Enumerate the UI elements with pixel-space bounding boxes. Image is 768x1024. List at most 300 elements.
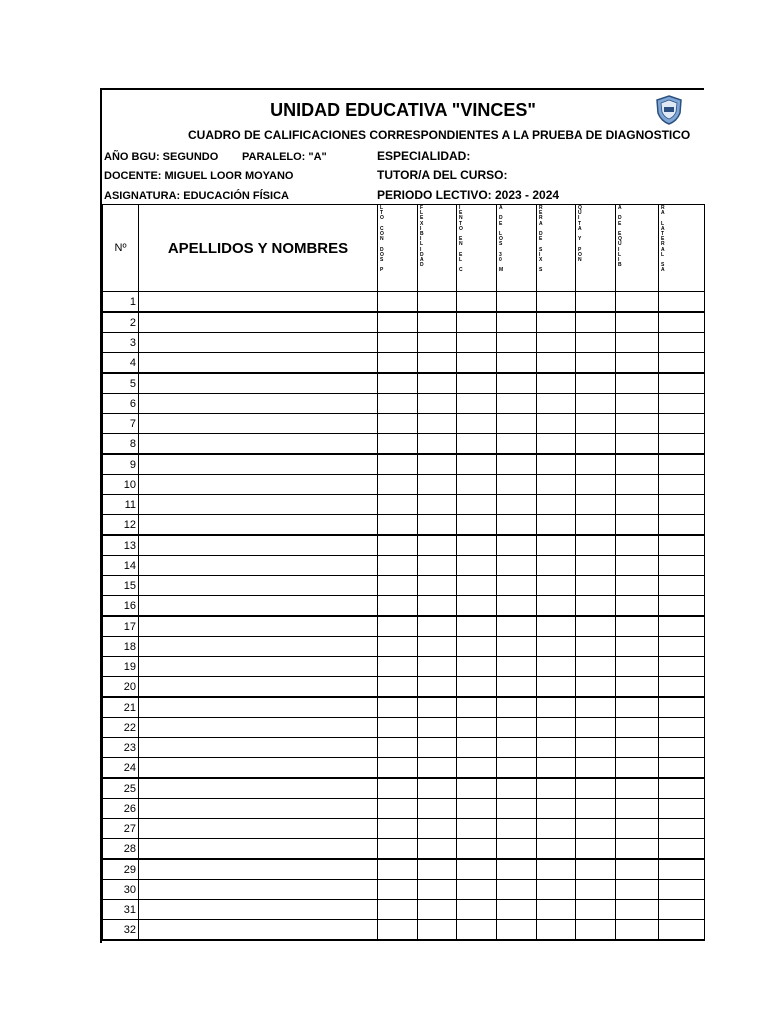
grade-cell[interactable] bbox=[616, 515, 659, 536]
grade-cell[interactable] bbox=[576, 778, 616, 799]
grade-cell[interactable] bbox=[659, 312, 705, 333]
grade-cell[interactable] bbox=[378, 637, 418, 657]
grade-cell[interactable] bbox=[418, 799, 457, 819]
grade-cell[interactable] bbox=[497, 353, 537, 374]
grade-cell[interactable] bbox=[576, 515, 616, 536]
grade-cell[interactable] bbox=[659, 596, 705, 617]
grade-cell[interactable] bbox=[537, 515, 576, 536]
grade-cell[interactable] bbox=[497, 495, 537, 515]
test-column-label bbox=[576, 205, 615, 291]
grade-cell[interactable] bbox=[497, 596, 537, 617]
grade-cell[interactable] bbox=[497, 312, 537, 333]
grade-cell[interactable] bbox=[378, 657, 418, 677]
grade-cell[interactable] bbox=[418, 292, 457, 313]
student-name-cell[interactable] bbox=[139, 616, 378, 637]
grade-cell[interactable] bbox=[457, 394, 497, 414]
student-name-cell[interactable] bbox=[139, 434, 378, 455]
student-name-cell[interactable] bbox=[139, 596, 378, 617]
grade-cell[interactable] bbox=[576, 333, 616, 353]
student-name-cell[interactable] bbox=[139, 920, 378, 941]
grade-cell[interactable] bbox=[497, 900, 537, 920]
student-name-cell[interactable] bbox=[139, 839, 378, 860]
grade-cell[interactable] bbox=[418, 677, 457, 698]
grade-cell[interactable] bbox=[537, 495, 576, 515]
grade-cell[interactable] bbox=[659, 677, 705, 698]
grade-cell[interactable] bbox=[616, 738, 659, 758]
grade-cell[interactable] bbox=[537, 292, 576, 313]
grade-cell[interactable] bbox=[418, 394, 457, 414]
grade-cell[interactable] bbox=[659, 697, 705, 718]
grade-cell[interactable] bbox=[497, 920, 537, 941]
grade-cell[interactable] bbox=[457, 657, 497, 677]
grade-cell[interactable] bbox=[497, 434, 537, 455]
grade-cell[interactable] bbox=[659, 839, 705, 860]
grade-cell[interactable] bbox=[537, 414, 576, 434]
grade-cell[interactable] bbox=[576, 394, 616, 414]
grade-cell[interactable] bbox=[616, 859, 659, 880]
grade-cell[interactable] bbox=[378, 697, 418, 718]
grade-cell[interactable] bbox=[378, 333, 418, 353]
grade-cell[interactable] bbox=[537, 616, 576, 637]
grade-cell[interactable] bbox=[457, 920, 497, 941]
grade-cell[interactable] bbox=[659, 920, 705, 941]
grade-cell[interactable] bbox=[457, 353, 497, 374]
grade-cell[interactable] bbox=[576, 414, 616, 434]
grade-cell[interactable] bbox=[659, 556, 705, 576]
grade-cell[interactable] bbox=[616, 434, 659, 455]
grade-cell[interactable] bbox=[616, 475, 659, 495]
grade-cell[interactable] bbox=[378, 535, 418, 556]
student-name-cell[interactable] bbox=[139, 778, 378, 799]
grade-cell[interactable] bbox=[497, 677, 537, 698]
grade-cell[interactable] bbox=[457, 677, 497, 698]
grade-cell[interactable] bbox=[616, 637, 659, 657]
test-column-letter: O bbox=[499, 236, 503, 243]
grade-cell[interactable] bbox=[378, 616, 418, 637]
test-column-letter: L bbox=[459, 257, 463, 264]
grade-cell[interactable] bbox=[378, 454, 418, 475]
grade-cell[interactable] bbox=[576, 535, 616, 556]
grade-cell[interactable] bbox=[457, 637, 497, 657]
grade-cell[interactable] bbox=[616, 697, 659, 718]
grade-cell[interactable] bbox=[457, 819, 497, 839]
grade-cell[interactable] bbox=[576, 312, 616, 333]
grade-cell[interactable] bbox=[537, 312, 576, 333]
grade-cell[interactable] bbox=[576, 900, 616, 920]
grade-cell[interactable] bbox=[616, 312, 659, 333]
grade-cell[interactable] bbox=[378, 394, 418, 414]
grade-cell[interactable] bbox=[616, 839, 659, 860]
grade-cell[interactable] bbox=[378, 778, 418, 799]
student-name-cell[interactable] bbox=[139, 677, 378, 698]
grade-cell[interactable] bbox=[457, 333, 497, 353]
grade-cell[interactable] bbox=[378, 677, 418, 698]
grade-cell[interactable] bbox=[659, 900, 705, 920]
grade-cell[interactable] bbox=[497, 697, 537, 718]
grade-cell[interactable] bbox=[418, 556, 457, 576]
grade-cell[interactable] bbox=[418, 859, 457, 880]
student-name-cell[interactable] bbox=[139, 799, 378, 819]
grade-cell[interactable] bbox=[616, 657, 659, 677]
grade-cell[interactable] bbox=[457, 414, 497, 434]
grade-cell[interactable] bbox=[537, 434, 576, 455]
grade-cell[interactable] bbox=[378, 880, 418, 900]
grade-cell[interactable] bbox=[457, 535, 497, 556]
grade-cell[interactable] bbox=[616, 576, 659, 596]
grade-cell[interactable] bbox=[418, 312, 457, 333]
grade-cell[interactable] bbox=[659, 353, 705, 374]
grade-cell[interactable] bbox=[497, 535, 537, 556]
student-name-cell[interactable] bbox=[139, 394, 378, 414]
test-column-letter: L bbox=[420, 241, 424, 248]
grade-cell[interactable] bbox=[659, 495, 705, 515]
grade-cell[interactable] bbox=[378, 576, 418, 596]
grade-cell[interactable] bbox=[497, 616, 537, 637]
grade-cell[interactable] bbox=[659, 454, 705, 475]
grade-cell[interactable] bbox=[576, 859, 616, 880]
grade-cell[interactable] bbox=[537, 697, 576, 718]
grade-cell[interactable] bbox=[576, 454, 616, 475]
student-name-cell[interactable] bbox=[139, 515, 378, 536]
grade-cell[interactable] bbox=[457, 576, 497, 596]
grade-cell[interactable] bbox=[659, 718, 705, 738]
grade-cell[interactable] bbox=[659, 515, 705, 536]
grade-cell[interactable] bbox=[616, 535, 659, 556]
grade-cell[interactable] bbox=[497, 373, 537, 394]
grade-cell[interactable] bbox=[378, 859, 418, 880]
grade-cell[interactable] bbox=[537, 799, 576, 819]
grade-cell[interactable] bbox=[576, 799, 616, 819]
grade-cell[interactable] bbox=[616, 758, 659, 779]
grade-cell[interactable] bbox=[378, 920, 418, 941]
grade-cell[interactable] bbox=[537, 394, 576, 414]
grade-cell[interactable] bbox=[418, 920, 457, 941]
grade-cell[interactable] bbox=[576, 556, 616, 576]
grade-cell[interactable] bbox=[659, 799, 705, 819]
grade-cell[interactable] bbox=[418, 718, 457, 738]
grade-cell[interactable] bbox=[378, 475, 418, 495]
student-name-cell[interactable] bbox=[139, 333, 378, 353]
grade-cell[interactable] bbox=[418, 373, 457, 394]
grade-cell[interactable] bbox=[457, 495, 497, 515]
student-name-cell[interactable] bbox=[139, 535, 378, 556]
grade-cell[interactable] bbox=[418, 333, 457, 353]
grade-cell[interactable] bbox=[537, 373, 576, 394]
grade-cell[interactable] bbox=[616, 900, 659, 920]
grade-cell[interactable] bbox=[659, 333, 705, 353]
grade-cell[interactable] bbox=[457, 697, 497, 718]
grade-cell[interactable] bbox=[378, 596, 418, 617]
grade-cell[interactable] bbox=[659, 819, 705, 839]
grade-cell[interactable] bbox=[418, 819, 457, 839]
grade-cell[interactable] bbox=[457, 758, 497, 779]
grade-cell[interactable] bbox=[457, 556, 497, 576]
grade-cell[interactable] bbox=[616, 454, 659, 475]
student-name-cell[interactable] bbox=[139, 718, 378, 738]
grade-cell[interactable] bbox=[659, 859, 705, 880]
grade-cell[interactable] bbox=[576, 596, 616, 617]
grade-cell[interactable] bbox=[659, 292, 705, 313]
grade-cell[interactable] bbox=[378, 758, 418, 779]
grade-cell[interactable] bbox=[418, 353, 457, 374]
grade-cell[interactable] bbox=[537, 900, 576, 920]
grade-cell[interactable] bbox=[378, 292, 418, 313]
grade-cell[interactable] bbox=[497, 292, 537, 313]
grade-cell[interactable] bbox=[616, 677, 659, 698]
grade-cell[interactable] bbox=[576, 839, 616, 860]
grade-cell[interactable] bbox=[659, 394, 705, 414]
grade-cell[interactable] bbox=[576, 576, 616, 596]
grade-cell[interactable] bbox=[576, 373, 616, 394]
grade-cell[interactable] bbox=[457, 515, 497, 536]
grade-cell[interactable] bbox=[616, 414, 659, 434]
student-name-cell[interactable] bbox=[139, 819, 378, 839]
grade-cell[interactable] bbox=[537, 535, 576, 556]
grade-cell[interactable] bbox=[537, 920, 576, 941]
grade-cell[interactable] bbox=[497, 515, 537, 536]
test-column-letter: E bbox=[459, 210, 463, 217]
grade-cell[interactable] bbox=[457, 799, 497, 819]
grade-cell[interactable] bbox=[537, 718, 576, 738]
grade-cell[interactable] bbox=[659, 880, 705, 900]
student-name-cell[interactable] bbox=[139, 859, 378, 880]
grade-cell[interactable] bbox=[537, 819, 576, 839]
grade-cell[interactable] bbox=[537, 859, 576, 880]
grade-cell[interactable] bbox=[418, 616, 457, 637]
grade-cell[interactable] bbox=[497, 556, 537, 576]
grade-cell[interactable] bbox=[378, 373, 418, 394]
grade-cell[interactable] bbox=[457, 859, 497, 880]
student-name-cell[interactable] bbox=[139, 556, 378, 576]
grade-cell[interactable] bbox=[576, 677, 616, 698]
student-name-cell[interactable] bbox=[139, 475, 378, 495]
grade-cell[interactable] bbox=[497, 454, 537, 475]
grade-cell[interactable] bbox=[418, 454, 457, 475]
grade-cell[interactable] bbox=[576, 434, 616, 455]
grade-cell[interactable] bbox=[537, 778, 576, 799]
student-name-cell[interactable] bbox=[139, 414, 378, 434]
grade-cell[interactable] bbox=[659, 778, 705, 799]
grade-cell[interactable] bbox=[497, 758, 537, 779]
grade-cell[interactable] bbox=[457, 454, 497, 475]
grade-cell[interactable] bbox=[537, 758, 576, 779]
grade-cell[interactable] bbox=[659, 738, 705, 758]
grade-cell[interactable] bbox=[616, 333, 659, 353]
grade-cell[interactable] bbox=[576, 475, 616, 495]
grade-cell[interactable] bbox=[418, 778, 457, 799]
grade-cell[interactable] bbox=[378, 799, 418, 819]
grade-cell[interactable] bbox=[418, 738, 457, 758]
grade-cell[interactable] bbox=[418, 475, 457, 495]
grade-cell[interactable] bbox=[418, 657, 457, 677]
grade-cell[interactable] bbox=[378, 556, 418, 576]
grade-cell[interactable] bbox=[418, 495, 457, 515]
grade-cell[interactable] bbox=[616, 819, 659, 839]
student-name-cell[interactable] bbox=[139, 880, 378, 900]
grade-cell[interactable] bbox=[497, 799, 537, 819]
grade-cell[interactable] bbox=[418, 758, 457, 779]
grade-cell[interactable] bbox=[576, 292, 616, 313]
grade-cell[interactable] bbox=[576, 657, 616, 677]
test-column-letter: C bbox=[380, 225, 384, 232]
grade-cell[interactable] bbox=[537, 677, 576, 698]
table-row bbox=[103, 778, 705, 799]
grade-cell[interactable] bbox=[659, 434, 705, 455]
grade-cell[interactable] bbox=[497, 859, 537, 880]
grade-cell[interactable] bbox=[537, 596, 576, 617]
grade-cell[interactable] bbox=[616, 880, 659, 900]
grade-cell[interactable] bbox=[497, 839, 537, 860]
grade-cell[interactable] bbox=[418, 576, 457, 596]
grade-cell[interactable] bbox=[616, 292, 659, 313]
grade-cell[interactable] bbox=[457, 292, 497, 313]
student-name-cell[interactable] bbox=[139, 292, 378, 313]
grade-cell[interactable] bbox=[378, 312, 418, 333]
grade-cell[interactable] bbox=[497, 718, 537, 738]
grade-cell[interactable] bbox=[378, 434, 418, 455]
grade-cell[interactable] bbox=[537, 576, 576, 596]
grade-cell[interactable] bbox=[659, 373, 705, 394]
student-name-cell[interactable] bbox=[139, 495, 378, 515]
grade-cell[interactable] bbox=[659, 616, 705, 637]
grade-cell[interactable] bbox=[457, 373, 497, 394]
names-column-header: APELLIDOS Y NOMBRES bbox=[139, 205, 378, 292]
grade-cell[interactable] bbox=[418, 900, 457, 920]
grade-cell[interactable] bbox=[497, 637, 537, 657]
grade-cell[interactable] bbox=[616, 394, 659, 414]
grade-cell[interactable] bbox=[576, 880, 616, 900]
grade-cell[interactable] bbox=[537, 657, 576, 677]
grade-cell[interactable] bbox=[576, 819, 616, 839]
grade-cell[interactable] bbox=[576, 495, 616, 515]
grade-cell[interactable] bbox=[576, 738, 616, 758]
row-number: 15 bbox=[103, 576, 139, 596]
grade-cell[interactable] bbox=[497, 475, 537, 495]
grade-cell[interactable] bbox=[616, 556, 659, 576]
grade-cell[interactable] bbox=[497, 819, 537, 839]
grade-cell[interactable] bbox=[457, 596, 497, 617]
grade-cell[interactable] bbox=[616, 373, 659, 394]
grade-cell[interactable] bbox=[457, 839, 497, 860]
grade-cell[interactable] bbox=[418, 839, 457, 860]
grade-cell[interactable] bbox=[616, 495, 659, 515]
student-name-cell[interactable] bbox=[139, 738, 378, 758]
grade-cell[interactable] bbox=[616, 920, 659, 941]
grade-cell[interactable] bbox=[576, 353, 616, 374]
grade-cell[interactable] bbox=[537, 637, 576, 657]
grade-cell[interactable] bbox=[616, 718, 659, 738]
student-name-cell[interactable] bbox=[139, 637, 378, 657]
grade-cell[interactable] bbox=[659, 414, 705, 434]
grade-cell[interactable] bbox=[497, 414, 537, 434]
student-name-cell[interactable] bbox=[139, 697, 378, 718]
test-column-letter: E bbox=[618, 220, 622, 227]
grade-cell[interactable] bbox=[537, 839, 576, 860]
grade-cell[interactable] bbox=[497, 778, 537, 799]
grade-cell[interactable] bbox=[659, 637, 705, 657]
grade-cell[interactable] bbox=[418, 434, 457, 455]
grade-cell[interactable] bbox=[497, 394, 537, 414]
grade-cell[interactable] bbox=[457, 616, 497, 637]
grade-cell[interactable] bbox=[378, 839, 418, 860]
grade-cell[interactable] bbox=[457, 738, 497, 758]
grade-cell[interactable] bbox=[616, 596, 659, 617]
grade-cell[interactable] bbox=[418, 880, 457, 900]
grade-cell[interactable] bbox=[457, 778, 497, 799]
grade-cell[interactable] bbox=[537, 738, 576, 758]
grade-cell[interactable] bbox=[659, 535, 705, 556]
grade-cell[interactable] bbox=[537, 333, 576, 353]
grade-cell[interactable] bbox=[576, 697, 616, 718]
grade-cell[interactable] bbox=[659, 657, 705, 677]
grade-cell[interactable] bbox=[616, 778, 659, 799]
grade-cell[interactable] bbox=[418, 515, 457, 536]
student-name-cell[interactable] bbox=[139, 900, 378, 920]
grade-cell[interactable] bbox=[418, 697, 457, 718]
grade-cell[interactable] bbox=[378, 718, 418, 738]
grade-cell[interactable] bbox=[497, 576, 537, 596]
grade-cell[interactable] bbox=[616, 616, 659, 637]
grade-cell[interactable] bbox=[378, 819, 418, 839]
student-name-cell[interactable] bbox=[139, 373, 378, 394]
student-name-cell[interactable] bbox=[139, 454, 378, 475]
grade-cell[interactable] bbox=[497, 657, 537, 677]
grade-cell[interactable] bbox=[616, 353, 659, 374]
grade-cell[interactable] bbox=[378, 495, 418, 515]
grade-cell[interactable] bbox=[537, 454, 576, 475]
grade-cell[interactable] bbox=[378, 353, 418, 374]
grade-cell[interactable] bbox=[418, 535, 457, 556]
student-name-cell[interactable] bbox=[139, 312, 378, 333]
grade-cell[interactable] bbox=[457, 718, 497, 738]
grade-cell[interactable] bbox=[378, 900, 418, 920]
grade-cell[interactable] bbox=[457, 900, 497, 920]
grade-cell[interactable] bbox=[497, 880, 537, 900]
grade-cell[interactable] bbox=[576, 758, 616, 779]
student-name-cell[interactable] bbox=[139, 576, 378, 596]
student-name-cell[interactable] bbox=[139, 657, 378, 677]
grade-cell[interactable] bbox=[616, 799, 659, 819]
test-column-letter: 3 bbox=[499, 251, 502, 258]
grade-cell[interactable] bbox=[457, 880, 497, 900]
grade-cell[interactable] bbox=[659, 576, 705, 596]
grade-cell[interactable] bbox=[576, 637, 616, 657]
student-name-cell[interactable] bbox=[139, 353, 378, 374]
grade-cell[interactable] bbox=[537, 353, 576, 374]
grade-cell[interactable] bbox=[576, 718, 616, 738]
grade-cell[interactable] bbox=[537, 556, 576, 576]
grade-cell[interactable] bbox=[378, 414, 418, 434]
student-name-cell[interactable] bbox=[139, 758, 378, 779]
grade-cell[interactable] bbox=[659, 758, 705, 779]
grade-cell[interactable] bbox=[537, 475, 576, 495]
grade-cell[interactable] bbox=[378, 515, 418, 536]
grade-cell[interactable] bbox=[457, 312, 497, 333]
grade-cell[interactable] bbox=[457, 434, 497, 455]
grade-cell[interactable] bbox=[537, 880, 576, 900]
grade-cell[interactable] bbox=[378, 738, 418, 758]
grade-cell[interactable] bbox=[418, 414, 457, 434]
grade-cell[interactable] bbox=[659, 475, 705, 495]
grade-cell[interactable] bbox=[497, 333, 537, 353]
grade-cell[interactable] bbox=[576, 616, 616, 637]
grade-cell[interactable] bbox=[418, 596, 457, 617]
grade-cell[interactable] bbox=[418, 637, 457, 657]
grade-cell[interactable] bbox=[457, 475, 497, 495]
row-number: 31 bbox=[103, 900, 139, 920]
grade-cell[interactable] bbox=[576, 920, 616, 941]
grade-cell[interactable] bbox=[497, 738, 537, 758]
